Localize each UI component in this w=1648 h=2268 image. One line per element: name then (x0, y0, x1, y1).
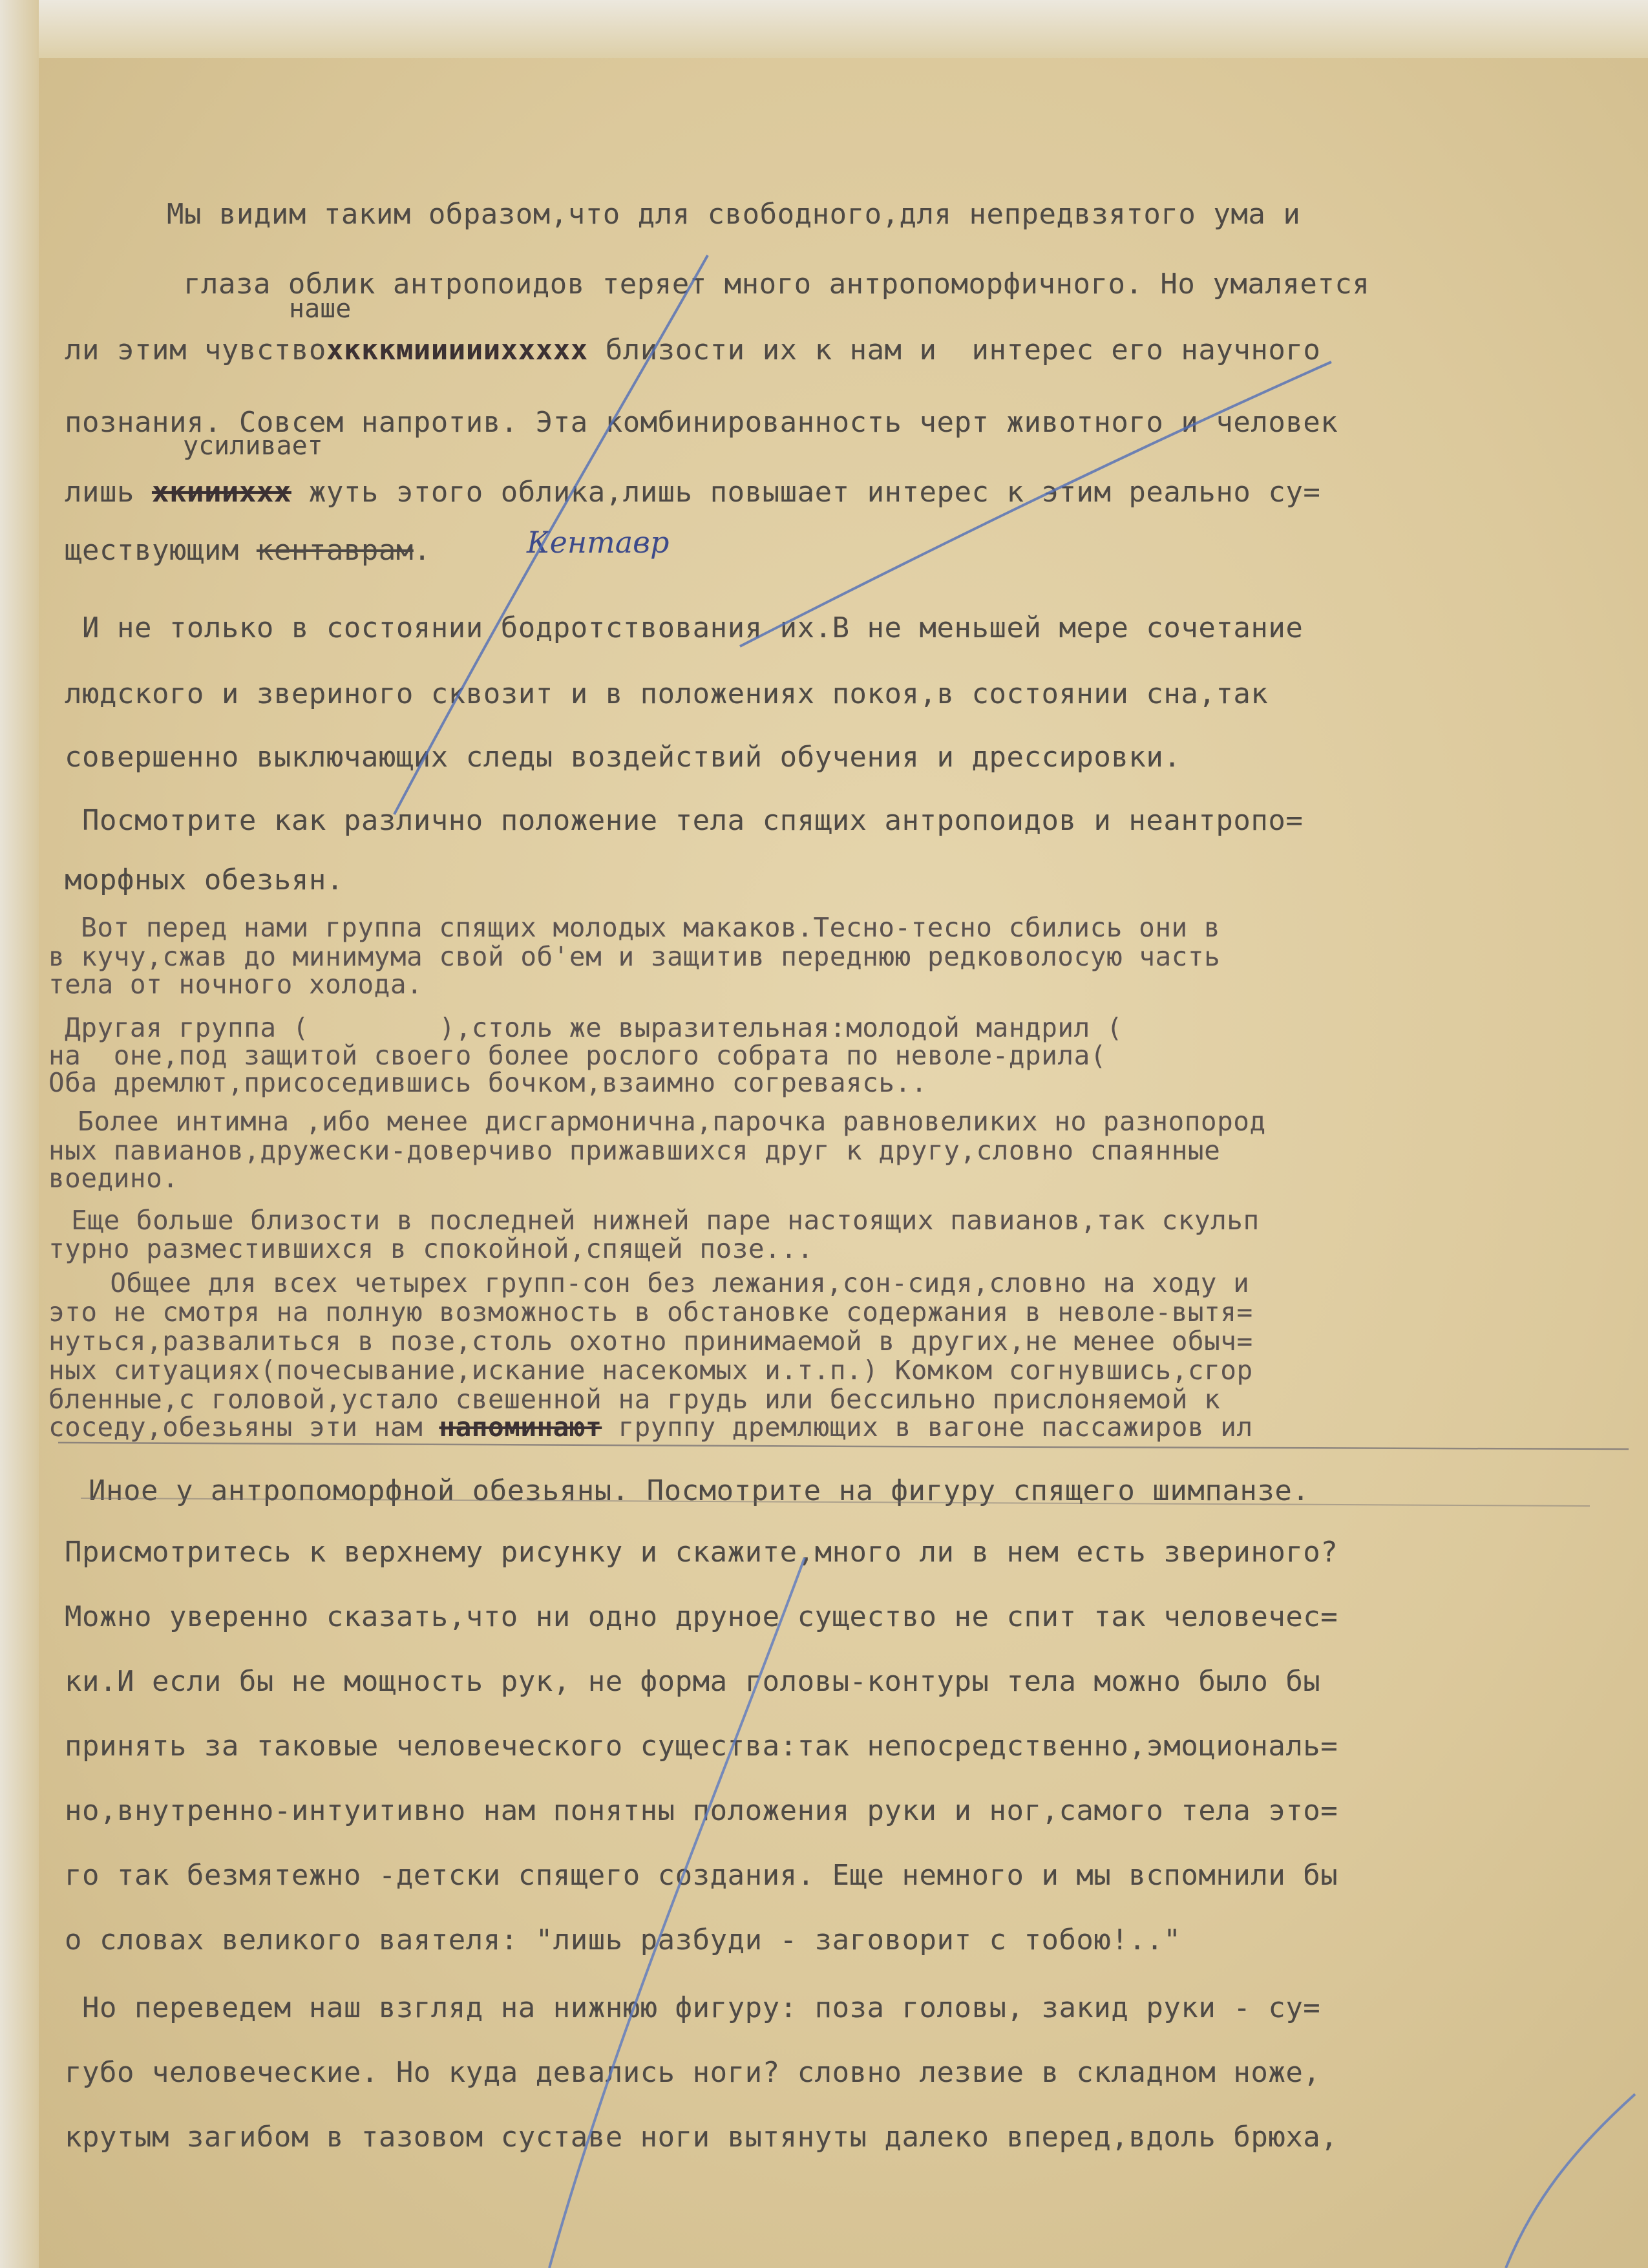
text-span: соседу,обезьяны эти нам (48, 1412, 423, 1443)
text-line: Оба дремлют,присоседившись бочком,взаимно согреваясь.. (48, 1067, 927, 1098)
pencil-underline (81, 1498, 1590, 1506)
text-line: Можно уверенно сказать,что ни одно друное существо не спит так человечес= (65, 1600, 1338, 1633)
insertion-usilivaet: усиливает (183, 431, 323, 461)
text-line: ных павианов,дружески-доверчиво прижавшихся друг к другу,словно спаянные (48, 1135, 1221, 1166)
text-line: Присмотритесь к верхнему рисунку и скажите,много ли в нем есть звериного? (65, 1536, 1338, 1569)
text-line: морфных обезьян. (65, 864, 344, 896)
text-line: познания. Совсем напротив. Эта комбинированность черт животного и человек (65, 406, 1338, 439)
text-line: Но переведем наш взгляд на нижнюю фигуру: поза головы, закид руки - су= (65, 1991, 1321, 2024)
text-line: Общее для всех четырех групп-сон без лежания,сон-сидя,словно на ходу и (78, 1267, 1250, 1298)
text-line: на оне,под защитой своего более рослого собрата по неволе-дрила( (48, 1040, 1106, 1071)
text-line: принять за таковые человеческого существа:так непосредственно,эмоциональ= (65, 1730, 1338, 1763)
text-line: Посмотрите как различно положение тела спящих антропоидов и неантропо= (65, 804, 1304, 837)
text-line: губо человеческие. Но куда девались ноги? словно лезвие в складном ноже, (65, 2056, 1321, 2089)
text-line: ки.И если бы не мощность рук, не форма головы-контуры тела можно было бы (65, 1665, 1321, 1698)
text-line: людского и звериного сквозит и в положениях покоя,в состоянии сна,так (65, 677, 1269, 710)
handwritten-note: Кентавр (527, 525, 670, 560)
text-span: жуть этого облика,лишь повышает интерес к этим реально су= (291, 476, 1321, 509)
text-line: Более интимна ,ибо менее дисгармонична,парочка равновеликих но разнопород (61, 1106, 1266, 1137)
text-span: . (413, 534, 431, 567)
text-line: глаза облик антропоидов теряет много антропоморфичного. Но умаляется (149, 268, 1370, 301)
text-line: нуться,развалиться в позе,столь охотно принимаемой в других,не менее обыч= (48, 1326, 1253, 1357)
insertion-nashe: наше (289, 294, 352, 324)
text-line: Мы видим таким образом,что для свободного,для непредвзятого ума и (97, 198, 1301, 231)
text-line: Еще больше близости в последней нижней паре настоящих павианов,так скульп (55, 1205, 1260, 1236)
text-line: бленные,с головой,устало свешенной на грудь или бессильно прислоняемой к (48, 1384, 1221, 1415)
blue-pencil-stroke (740, 362, 1331, 646)
text-line: турно разместившихся в спокойной,спящей позе... (48, 1233, 814, 1264)
typed-over-word: хкккмиииииххххх (326, 334, 588, 366)
crossed-word: кентаврам (256, 534, 414, 567)
text-line: это не смотря на полную возможность в обстановке содержания в неволе-вытя= (48, 1297, 1253, 1328)
text-line: совершенно выключающих следы воздействий обучения и дрессировки. (65, 741, 1181, 774)
text-span: группу дремлющих в вагоне пассажиров ил (602, 1412, 1253, 1443)
text-line: го так безмятежно -детски спящего создания. Еще немного и мы вспомнили бы (65, 1859, 1338, 1892)
text-line: Вот перед нами группа спящих молодых макаков.Тесно-тесно сбились они в (65, 912, 1221, 943)
text-line: ных ситуациях(почесывание,искание насекомых и.т.п.) Комком согнувшись,сгор (48, 1355, 1253, 1386)
text-line: воедино. (48, 1163, 179, 1194)
blue-pencil-stroke (394, 255, 708, 814)
text-line: И не только в состоянии бодротствования их.В не меньшей мере сочетание (65, 611, 1304, 644)
text-span: лишь (65, 476, 134, 509)
typed-over-word: хкиииххх (151, 476, 291, 509)
blue-pencil-stroke (549, 1558, 805, 2268)
blue-pencil-stroke (1506, 2094, 1635, 2268)
text-span: ществующим (65, 534, 239, 567)
crossed-word: напоминают (439, 1412, 602, 1443)
text-span: ли этим чувство (65, 334, 326, 366)
text-line: тела от ночного холода. (48, 969, 423, 1000)
pencil-divider-line (58, 1443, 1629, 1449)
text-line: в кучу,сжав до минимума свой об'ем и защитив переднюю редковолосую часть (48, 941, 1221, 972)
text-line: но,внутренно-интуитивно нам понятны положения руки и ног,самого тела это= (65, 1794, 1338, 1827)
text-span: близости их к нам и интерес его научного (587, 334, 1321, 366)
text-line: крутым загибом в тазовом суставе ноги вытянуты далеко вперед,вдоль брюха, (65, 2121, 1338, 2154)
text-line: о словах великого ваятеля: "лишь разбуди - заговорит с тобою!.." (65, 1924, 1181, 1956)
text-line: Иное у антропоморфной обезьяны. Посмотрите на фигуру спящего шимпанзе. (71, 1474, 1310, 1507)
text-line: Другая группа ( ),столь же выразительная:молодой мандрил ( (48, 1012, 1123, 1043)
